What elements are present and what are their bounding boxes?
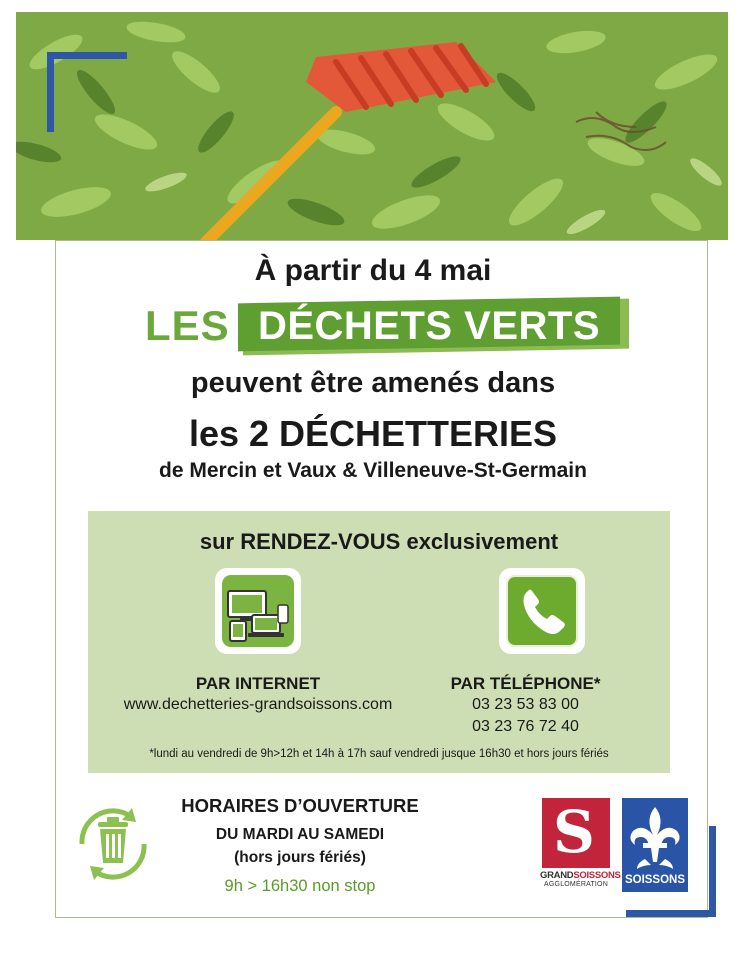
highlight-banner	[238, 300, 630, 352]
headline-line3: de Mercin et Vaux & Villeneuve-St-Germain	[159, 459, 587, 482]
hours-time: 9h > 16h30 non stop	[224, 877, 376, 895]
foliage-illustration	[16, 12, 728, 240]
hours-title: HORAIRES D’OUVERTURE	[181, 795, 419, 816]
phone-number-1[interactable]: 03 23 53 83 00	[472, 696, 579, 713]
grandsoissons-name: GRANDSOISSONS	[540, 870, 621, 881]
grandsoissons-letter: S	[553, 798, 595, 866]
soissons-logo	[622, 798, 688, 892]
corner-accent-bottom-right-horizontal	[626, 910, 716, 917]
appointment-title: sur RENDEZ-VOUS exclusivement	[199, 529, 559, 554]
corner-accent-bottom-right	[709, 826, 716, 916]
recycling-bin-icon	[70, 804, 156, 884]
hours-note: (hors jours fériés)	[234, 849, 366, 866]
appointment-panel	[88, 511, 670, 773]
headline-line2: les 2 DÉCHETTERIES	[188, 413, 558, 454]
grandsoissons-subtitle: AGGLOMÉRATION	[544, 881, 608, 888]
header-photo-green-waste-rake	[16, 12, 728, 240]
hours-days: DU MARDI AU SAMEDI	[215, 826, 385, 843]
internet-url[interactable]: www.dechetteries-grandsoissons.com	[123, 696, 393, 713]
phone-icon	[499, 568, 585, 654]
corner-accent-top-left-horizontal	[47, 52, 127, 59]
headline-les: LES	[145, 302, 230, 349]
internet-label: PAR INTERNET	[195, 674, 321, 693]
phone-label: PAR TÉLÉPHONE*	[450, 674, 601, 693]
corner-accent-top-left	[47, 52, 54, 132]
soissons-name: SOISSONS	[624, 874, 686, 886]
phone-footnote: *lundi au vendredi de 9h>12h et 14h à 17h sauf vendredi jusque 16h30 et hors jours fériés	[149, 748, 609, 760]
headline-date: À partir du 4 mai	[254, 254, 492, 287]
headline-main	[0, 296, 746, 354]
fleur-de-lis-icon	[625, 801, 685, 873]
devices-icon	[215, 568, 301, 654]
phone-number-2[interactable]: 03 23 76 72 40	[472, 718, 579, 735]
headline-line1: peuvent être amenés dans	[190, 367, 556, 399]
grandsoissons-logo	[540, 798, 621, 892]
highlight-text: DÉCHETS VERTS	[257, 304, 601, 348]
